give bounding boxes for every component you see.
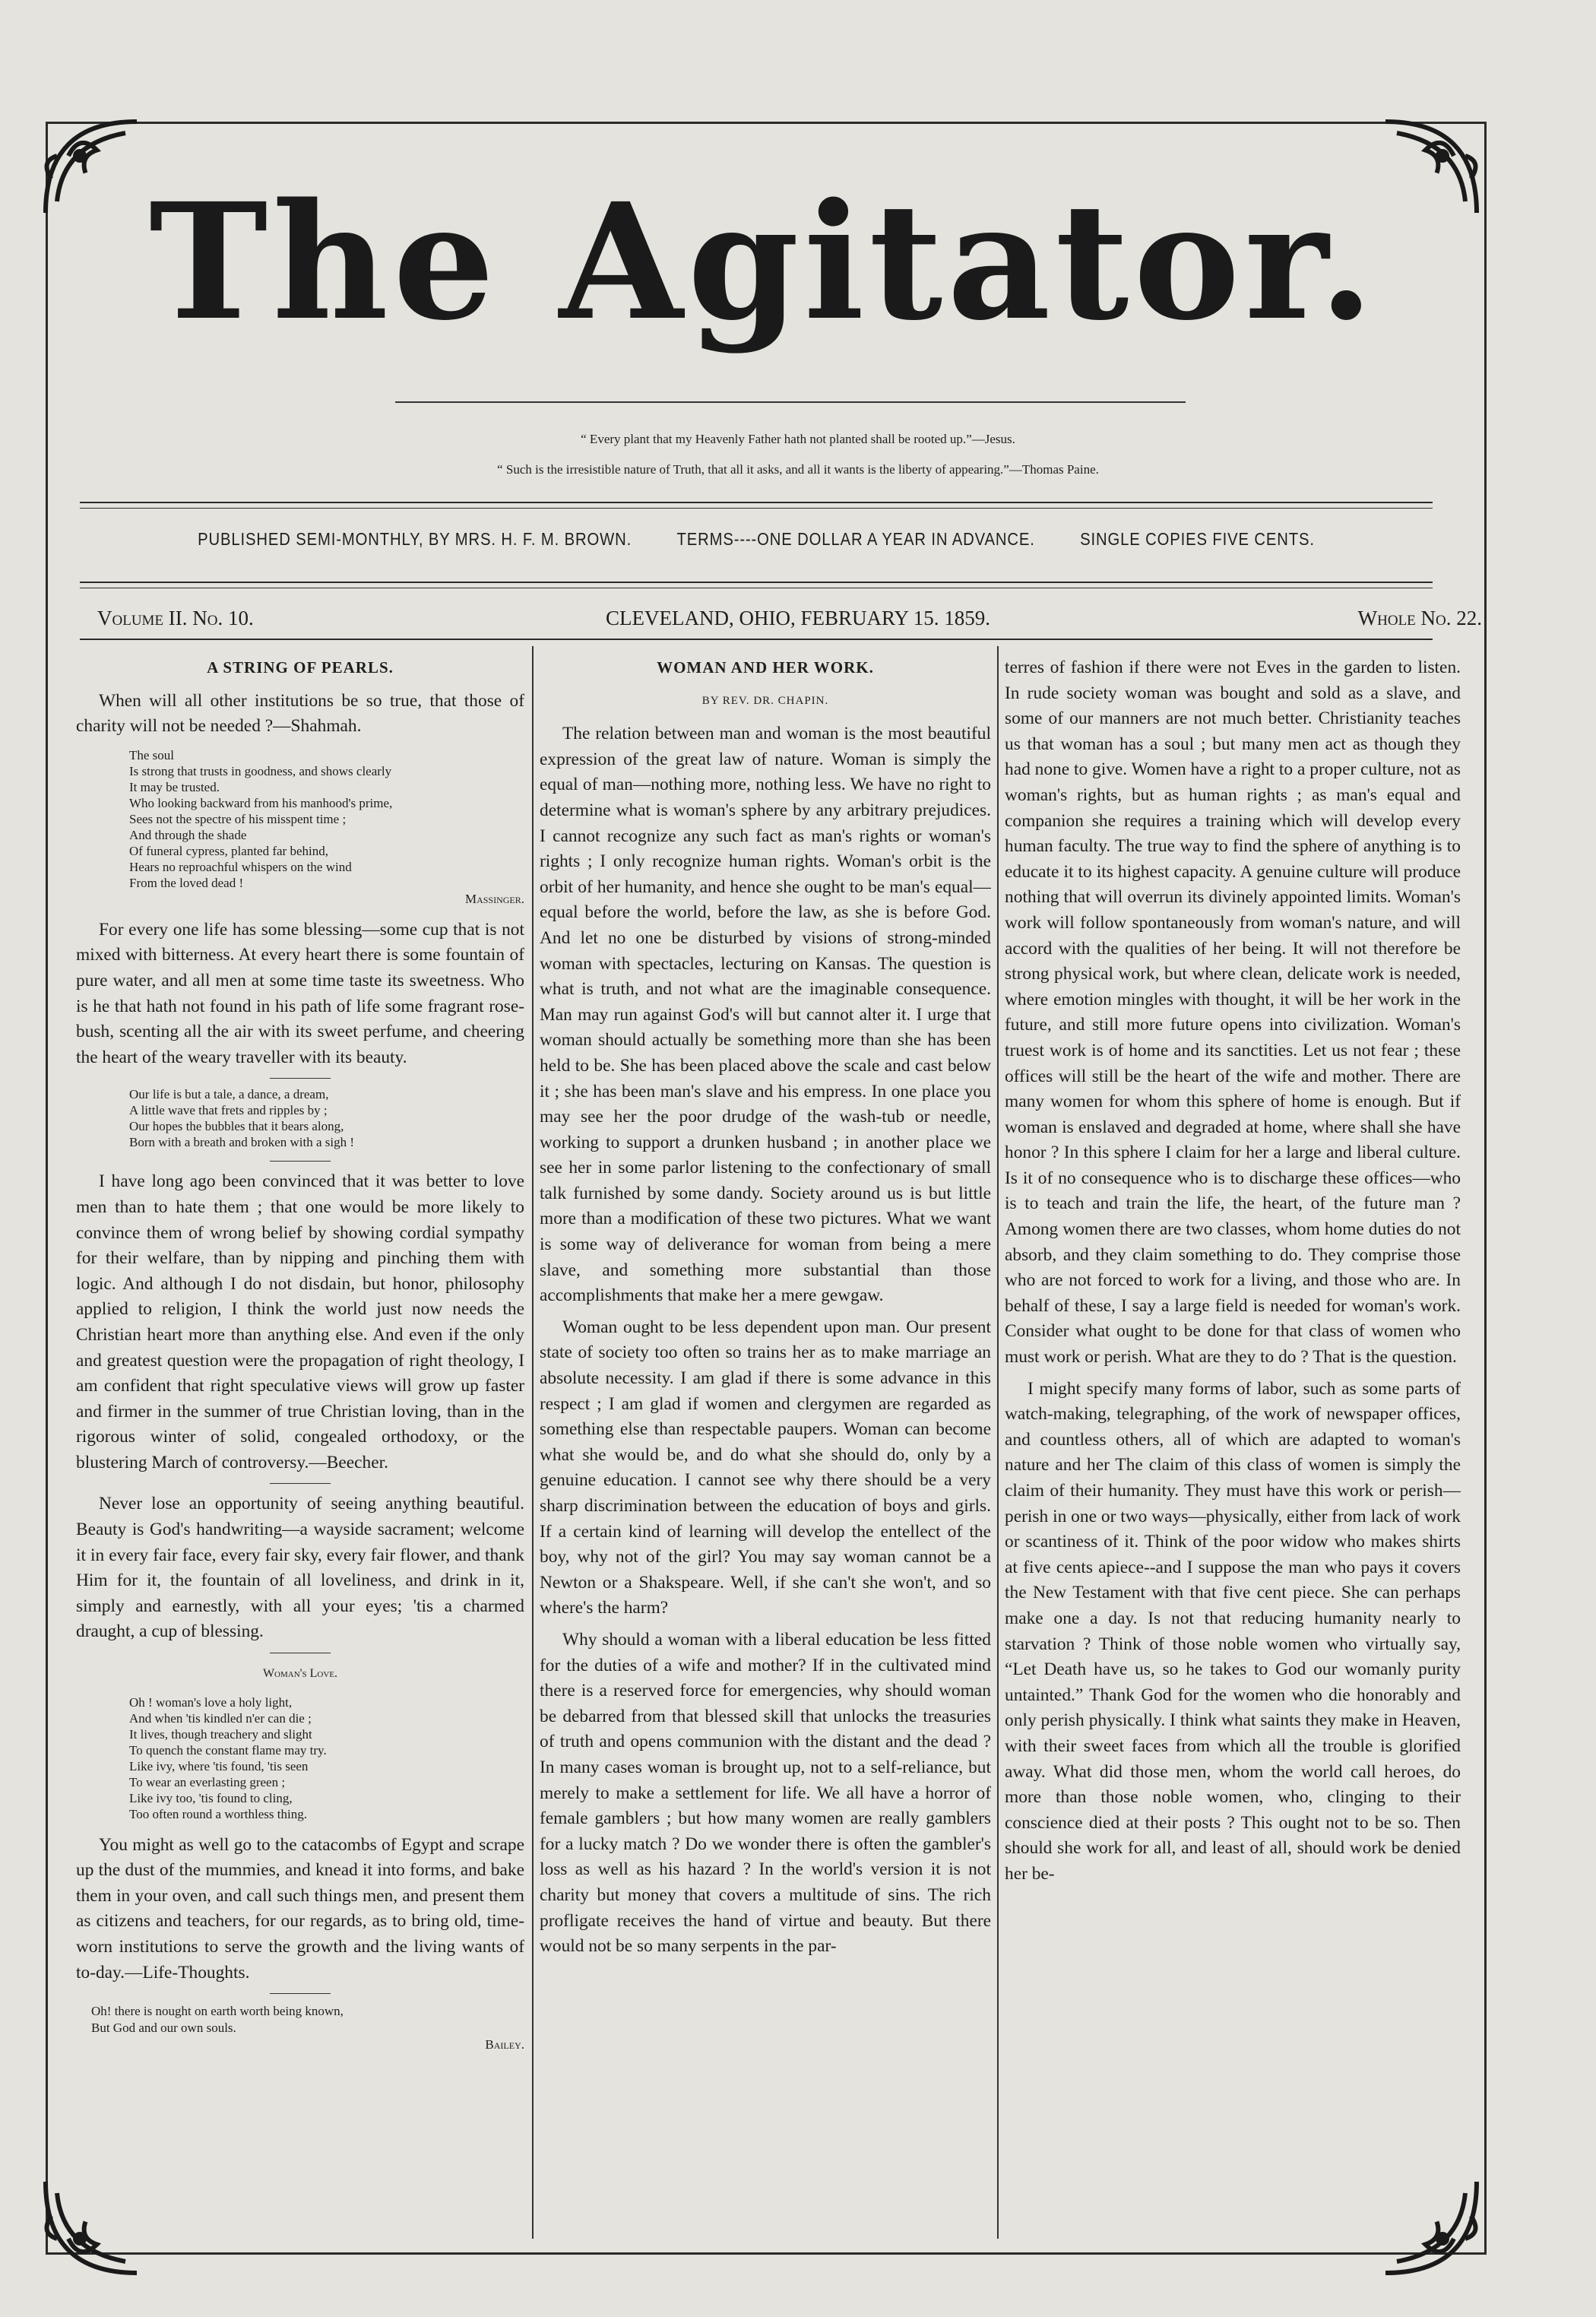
poem-line: From the loved dead ! <box>129 875 244 890</box>
poem-line: Hears no reproachful whispers on the wind <box>129 859 352 874</box>
poem-line: Oh! there is nought on earth worth being known, <box>91 2004 344 2019</box>
poem-line: Too often round a worthless thing. <box>129 1806 307 1821</box>
paragraph: I might specify many forms of labor, such as some parts of watch-making, telegraphing, of the work of newspaper offices, and countless others, all of which are adapted to woman's nature and her The claim of this class of women is simply the claim of their humanity. They must have this work or perish—perish in one or two ways—physically, either from lack of work or scantiness of it. Think of the poor widow who makes shirts at five cents apiece--and I suppose the man who pays it covers the New Testament with that five cent piece. She can perhaps make one a day. Is not that reducing humanity nearly to starvation ? Think of those noble women who virtually say, “Let Death have us, so he takes to God our womanly purity untainted.” Thank God for the women who die honorably and only perish physically. I think what saints they make in Heaven, with their sweet faces from which all the trouble is glorified away. What did those men, whom the world call heroes, do more than those noble women, who, clinging to their conscience died at their posts ? This ought not to be so. Then should she work for all, and least of all, should work be denied her be- <box>1005 1378 1461 1884</box>
poem-line: To wear an everlasting green ; <box>129 1774 286 1789</box>
poem-line: Oh ! woman's love a holy light, <box>129 1694 293 1710</box>
separator <box>270 1993 331 1994</box>
poem-line: Born with a breath and broken with a sigh ! <box>129 1135 355 1150</box>
poem-line: Our hopes the bubbles that it bears along, <box>129 1119 344 1134</box>
whole-number: Whole No. 22. <box>1357 607 1482 629</box>
column-1 <box>76 655 524 2236</box>
column-rule <box>997 646 999 2239</box>
masthead-rule <box>395 401 1186 403</box>
poem-line: Who looking backward from his manhood's prime, <box>129 795 393 810</box>
article-title: WOMAN AND HER WORK. <box>657 658 874 677</box>
separator <box>270 1483 331 1484</box>
poem-line: And through the shade <box>129 827 247 842</box>
poem-line: A little wave that frets and ripples by ; <box>129 1103 328 1118</box>
place-date: CLEVELAND, OHIO, FEBRUARY 15. 1859. <box>606 607 990 629</box>
motto-jesus: “ Every plant that my Heavenly Father hath not planted shall be rooted up.”—Jesus. <box>581 432 1015 446</box>
poem-line: Like ivy too, 'tis found to cling, <box>129 1790 293 1805</box>
poem-line: To quench the constant flame may try. <box>129 1742 327 1758</box>
column-2 <box>540 655 991 2236</box>
article-title: A STRING OF PEARLS. <box>207 658 394 677</box>
masthead-title: The Agitator. <box>149 168 1379 356</box>
poem-line: And when 'tis kindled n'er can die ; <box>129 1710 312 1726</box>
article-byline: BY REV. DR. CHAPIN. <box>701 694 829 707</box>
published-by: PUBLISHED SEMI-MONTHLY, BY MRS. H. F. M. BROWN. <box>198 529 632 549</box>
poem <box>129 1086 524 1150</box>
paragraph: I have long ago been convinced that it was better to love men than to hate them ; that one would be more likely to convince them of wrong belief by showing cordial sympathy for their welfare, than by nipping and pinching them with logic. And although I do not disdain, but honor, philosophy applied to religion, I think the world just now needs the Christian heart more than anything else. And even if the only and greatest question were the propagation of right theology, I am confident that right speculative views will grow up faster and firmer in the summer of true Christian loving, than in the rigorous winter of solid, congealed orthodoxy, or the blustering March of controversy.—Beecher. <box>76 1171 524 1472</box>
poem-line: The soul <box>129 747 175 762</box>
poem-line: Like ivy, where 'tis found, 'tis seen <box>129 1758 309 1773</box>
separator <box>270 1161 331 1162</box>
poem-line: It lives, though treachery and slight <box>129 1726 312 1742</box>
publisher-line <box>161 529 1351 550</box>
paragraph: Woman ought to be less dependent upon man. Our present state of society too often so trains her as to make marriage an absolute necessity. I am glad if there is some advance in this respect ; I am glad if women and clergymen are regarded as something else than respectable paupers. Woman can become what she would be, and do what she should do, only by a genuine education. I cannot see why there should be a very sharp discrimination between the education of boys and girls. If a certain kind of learning will develop the entellect of the boy, why not of the girl? You may say woman cannot be a Newton or a Shakspeare. Well, if she can't she won't, and so where's the harm? <box>540 1317 991 1618</box>
paragraph: When will all other institutions be so true, that those of charity will not be needed ?—Shahmah. <box>76 690 524 737</box>
paragraph: The relation between man and woman is the most beautiful expression of the great law of nature. Woman is simply the equal of man—nothing more, nothing less. We have no right to determine what is woman's sphere by any arbitrary prejudices. I cannot recognize any such fact as man's rights or woman's rights ; I only recognize human rights. Woman's orbit is the orbit of her humanity, and hence she ought to be man's equal—equal before the world, before the law, as she is before God. And let no one be disturbed by visions of strong-minded woman with spectacles, lecturing on Kansas. The question is what is truth, and not what are the imaginable consequence. Man may run against God's will but cannot alter it. I urge that woman should actually be something more than she has been held to be. She has been placed above the scale and cast below it ; she has been man's slave and his empress. In one place you may see her the poor drudge of the wash-tub or needle, working to support a drunken husband ; in another place we see her in some parlor listening to the confectionary of small talk furnished by some dandy. Society around us is but little more than a modification of these two pictures. What we want is some way of deliverance for woman from being a mere slave, and something more substantial than those accomplishments that make her a mere gewgaw. <box>540 724 991 1306</box>
volume-number: Volume II. No. 10. <box>97 607 254 629</box>
poem-line: Of funeral cypress, planted far behind, <box>129 843 328 858</box>
single-copies: SINGLE COPIES FIVE CENTS. <box>1080 529 1315 549</box>
terms: TERMS----ONE DOLLAR A YEAR IN ADVANCE. <box>676 529 1035 549</box>
paragraph: You might as well go to the catacombs of Egypt and scrape up the dust of the mummies, and knead it into forms, and bake them in your oven, and call such things men, and present them as citizens and teachers, for our regards, as to bring old, time-worn institutions to serve the growth and the living wants of to-day.—Life-Thoughts. <box>76 1834 524 1983</box>
header-rule <box>80 639 1433 640</box>
poem-title: Woman's Love. <box>262 1667 338 1681</box>
poem-line: Is strong that trusts in goodness, and shows clearly <box>129 763 392 778</box>
paragraph: terres of fashion if there were not Eves in the garden to listen. In rude society woman was bought and sold as a slave, and some of our manners are not much better. Christianity teaches us that woman has a soul ; but many men act as though they had none to give. Women have a right to a proper culture, not as woman's rights, but as human rights ; as man's equal and companion she requires a training which will develop every human faculty. The true way to find the sphere of anything is to educate it to its highest capacity. A genuine culture will produce nothing that will overrun its divinely appointed limits. Woman's work will follow spontaneously from woman's nature, and will accord with the qualities of her being. It will not therefore be strong physical work, but where clean, delicate work is needed, where emotion mingles with thought, it will be her work in the future, and still more future opens into civilization. Woman's truest work is of home and its sanctities. Let us not fear ; these offices will still be the heart of the wife and mother. There are many women for whom this sphere of home is enough. But if woman is enslaved and degraded at home, where shall she have honor ? In this sphere I claim for her a large and liberal culture. Is it of no consequence who is to discharge these offices—who is to teach and train the life, the heart, of the future man ? Among women there are two classes, whom home duties do not absorb, and they claim something to do. They comprise those who are not forced to work for a living, and those who are. In behalf of these, I say a large field is needed for woman's work. Consider what ought to be done for that class of women who must work or perish. What are they to do ? That is the question. <box>1005 658 1461 1368</box>
poem <box>129 1694 524 1822</box>
motto-paine: “ Such is the irresistible nature of Truth, that all it asks, and all it wants is the liberty of appearing.”—Thomas Paine. <box>497 462 1099 477</box>
poem <box>129 747 524 907</box>
paragraph: For every one life has some blessing—some cup that is not mixed with bitterness. At every heart there is some fountain of pure water, and all men at some time taste its sweetness. Who is he that hath not found in his path of life some fragrant rose-bush, scenting all the air with its sweet perfume, and cheering the heart of the weary traveller with its beauty. <box>76 919 524 1067</box>
column-rule <box>532 646 534 2239</box>
separator <box>270 1078 331 1079</box>
poem-line: It may be trusted. <box>129 779 220 794</box>
header-rule <box>80 502 1433 509</box>
poem-attribution: Bailey. <box>485 2037 524 2052</box>
header-rule <box>80 582 1433 588</box>
poem <box>91 2003 524 2053</box>
poem-attribution: Massinger. <box>464 891 524 906</box>
paragraph: Never lose an opportunity of seeing anything beautiful. Beauty is God's handwriting—a wayside sacrament; welcome it in every fair face, every fair sky, every fair flower, and thank Him for it, the fountain of all loveliness, and drink in it, simply and earnestly, with all your eyes; 'tis a charmed draught, a cup of blessing. <box>76 1494 524 1642</box>
poem-line: Sees not the spectre of his misspent time ; <box>129 811 347 826</box>
poem-line: But God and our own souls. <box>91 2021 236 2036</box>
paragraph: Why should a woman with a liberal education be less fitted for the duties of a wife and mother? If in the cultivated mind there is a reserved force for emergencies, why should woman be debarred from that blessed skill that unlocks the treasuries of truth and opens communion with the distant and the dead ? In many cases woman is brought up, not to a self-reliance, but merely to make a settlement for life. We all have a horror of female gamblers ; but how many women are really gamblers for a lucky match ? Do we wonder there is often the gambler's loss as well as his hazard ? In the world's version it is not charity but money that covers a multitude of sins. The rich profligate receives the hand of virtue and beauty. But there would not be so many serpents in the par- <box>540 1629 991 1957</box>
poem-line: Our life is but a tale, a dance, a dream, <box>129 1087 329 1102</box>
column-3 <box>1005 655 1461 2236</box>
